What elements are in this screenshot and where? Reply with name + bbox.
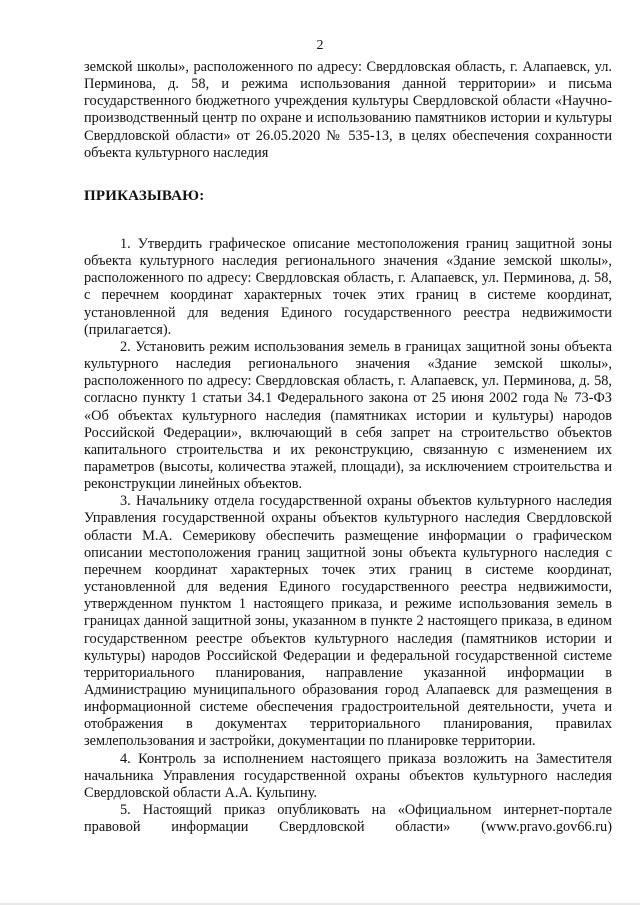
page-number: 2 xyxy=(316,38,324,53)
order-item-3: 3. Начальнику отдела государственной охраны объектов культурного наследия Управления государственной охраны объектов культурного наследия Свердловской области М.А. Семерикову обеспечить размещение информации о графическом описании местоположения границ защитной зоны объекта культурного наследия с перечнем координат характерных точек этих границ в системе координат, установленной для ведения Единого государственного реестра недвижимости, утвержденном пунктом 1 настоящего приказа, и режиме использования земель в границах данной защитной зоны, указанном в пункте 2 настоящего приказа, в едином государственном реестре объектов культурного наследия (памятников истории и культуры) народов Российской Федерации и федеральной государственной системе территориального планирования, направление указанной информации в Администрацию муниципального образования город Алапаевск для размещения в информационной системе обеспечения градостроительной деятельности, учета и отображения в документах территориального планирования, правилах землепользования и застройки, документации по планировке территории. xyxy=(84,493,612,750)
document-body xyxy=(84,59,612,836)
intro-paragraph: земской школы», расположенного по адресу: Свердловская область, г. Алапаевск, ул. Перминова, д. 58, и режима использования данной территории» и письма государственного бюджетного учреждения культуры Свердловской области «Научно-производственный центр по охране и использованию памятников истории и культуры Свердловской области» от 26.05.2020 № 535-13, в целях обеспечения сохранности объекта культурного наследия xyxy=(84,59,612,161)
order-heading: ПРИКАЗЫВАЮ: xyxy=(84,187,205,204)
order-item-4: 4. Контроль за исполнением настоящего приказа возложить на Заместителя начальника Управления государственной охраны объектов культурного наследия Свердловской области А.А. Кульпину. xyxy=(84,750,612,801)
order-item-2: 2. Установить режим использования земель в границах защитной зоны объекта культурного наследия регионального значения «Здание земской школы», расположенного по адресу: Свердловская область, г. Алапаевск, ул. Перминова, д. 58, согласно пункту 1 статьи 34.1 Федерального закона от 25 июня 2002 года № 73-ФЗ «Об объектах культурного наследия (памятниках истории и культуры) народов Российской Федерации», включающий в себя запрет на строительство объектов капитального строительства и их реконструкцию, связанную с изменением их параметров (высоты, количества этажей, площади), за исключением строительства и реконструкции линейных объектов. xyxy=(84,338,612,493)
order-item-5: 5. Настоящий приказ опубликовать на «Официальном интернет-портале правовой информации Свердловской области» (www.pravo.gov66.ru) xyxy=(84,802,612,836)
order-item-1: 1. Утвердить графическое описание местоположения границ защитной зоны объекта культурного наследия регионального значения «Здание земской школы», расположенного по адресу: Свердловская область, г. Алапаевск, ул. Перминова, д. 58, с перечнем координат характерных точек этих границ в системе координат, установленной для ведения Единого государственного реестра недвижимости (прилагается). xyxy=(84,235,612,338)
